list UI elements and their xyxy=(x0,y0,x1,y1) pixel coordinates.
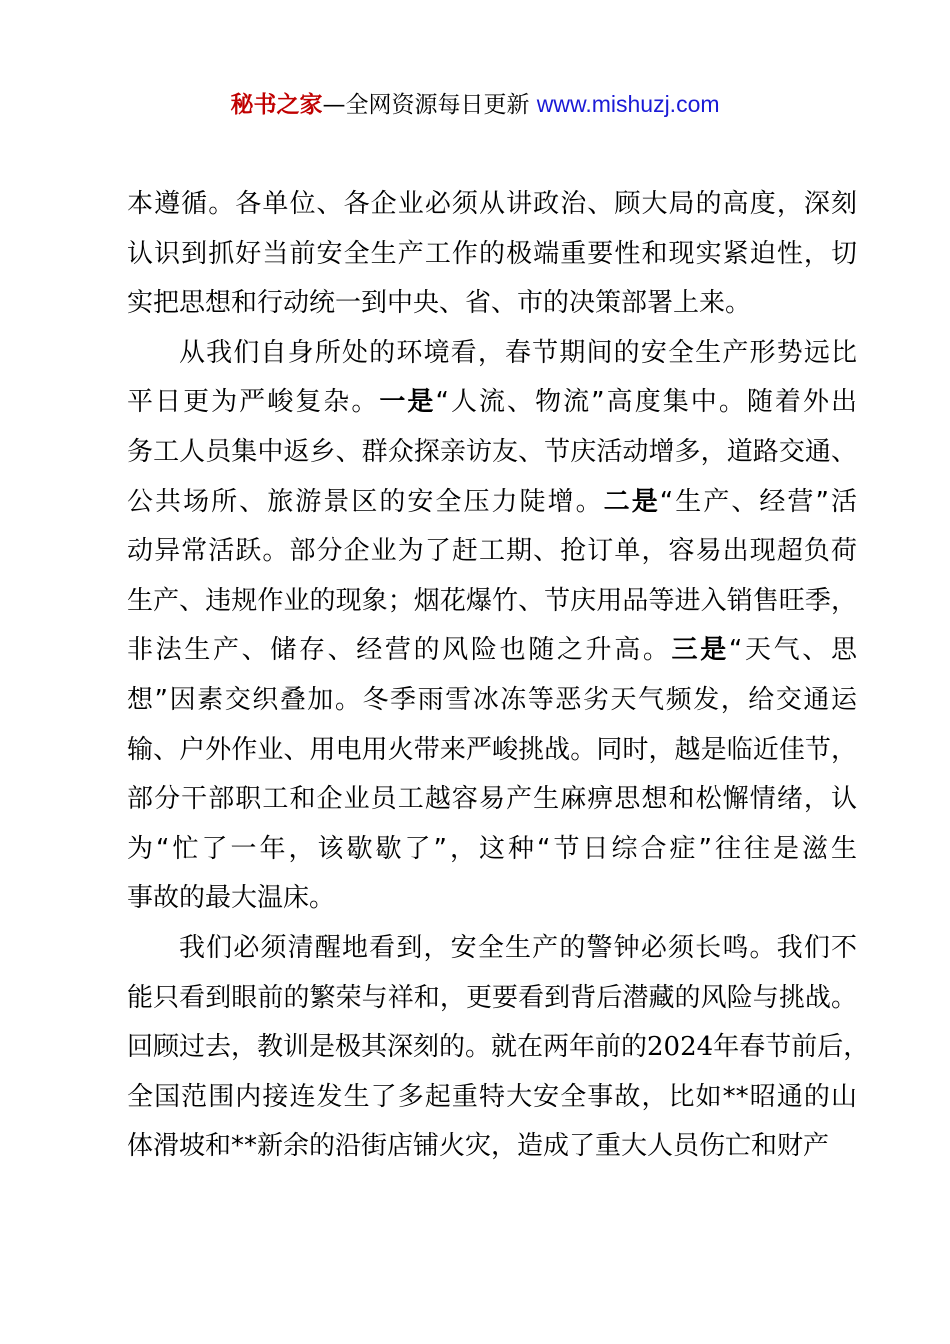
text-line xyxy=(127,626,857,676)
text-run: 动异常活跃。部分企业为了赶工期、抢订单，容易出现超负荷 xyxy=(127,536,857,567)
text-run: 年春节前后， xyxy=(713,1032,870,1063)
text-run: 从我们自身所处的环境看，春节期间的安全生产形势远比 xyxy=(179,337,857,368)
text-run: 我们必须清醒地看到，安全生产的警钟必须长鸣。我们不 xyxy=(179,932,857,963)
text-line xyxy=(127,527,857,577)
text-line xyxy=(127,230,857,280)
text-run: 实把思想和行动统一到中央、省、市的决策部署上来。 xyxy=(127,288,752,319)
text-run: 能只看到眼前的繁荣与祥和，更要看到背后潜藏的风险与挑战。 xyxy=(127,982,857,1013)
brand-name: 秘书之家 xyxy=(230,92,323,118)
text-run: 部分干部职工和企业员工越容易产生麻痹思想和松懈情绪，认 xyxy=(127,784,857,815)
text-line xyxy=(127,874,857,924)
text-run: 2024 xyxy=(647,1032,714,1063)
text-run: “天气、思 xyxy=(728,635,857,666)
text-line xyxy=(127,428,857,478)
header-tagline: —全网资源每日更新 xyxy=(322,92,530,118)
text-run: 为“忙了一年，该歇歇了”，这种“节日综合症”往往是滋生 xyxy=(127,833,857,864)
text-line xyxy=(127,1073,857,1123)
text-run: 务工人员集中返乡、群众探亲访友、节庆活动增多，道路交通、 xyxy=(127,436,857,467)
text-run: 非法生产、储存、经营的风险也随之升高。 xyxy=(127,635,672,666)
text-line xyxy=(127,577,857,627)
text-line xyxy=(127,1122,857,1172)
text-run: 事故的最大温床。 xyxy=(127,883,336,914)
paragraph xyxy=(127,329,857,924)
text-line xyxy=(127,1023,870,1073)
bold-label: 三是 xyxy=(671,635,729,666)
text-run: 全国范围内接连发生了多起重特大安全事故，比如**昭通的山 xyxy=(127,1081,857,1112)
text-line xyxy=(127,676,857,726)
text-line xyxy=(127,279,857,329)
paragraph xyxy=(127,924,870,1172)
text-run: 本遵循。各单位、各企业必须从讲政治、顾大局的高度，深刻 xyxy=(127,189,857,219)
text-run: 认识到抓好当前安全生产工作的极端重要性和现实紧迫性，切 xyxy=(127,238,857,269)
text-run: “生产、经营”活 xyxy=(659,486,857,517)
paragraph xyxy=(127,180,857,329)
bold-label: 一是 xyxy=(379,387,436,418)
text-run: 体滑坡和**新余的沿街店铺火灾，造成了重大人员伤亡和财产 xyxy=(127,1131,830,1162)
text-line xyxy=(127,378,857,428)
text-run: 输、户外作业、用电用火带来严峻挑战。同时，越是临近佳节， xyxy=(127,734,857,765)
text-line xyxy=(127,924,857,974)
text-run: “人流、物流”高度集中。随着外出 xyxy=(435,387,857,418)
document-body xyxy=(127,180,870,1172)
text-line xyxy=(127,974,857,1024)
text-run: 回顾过去，教训是极其深刻的。就在两年前的 xyxy=(127,1032,648,1063)
text-line xyxy=(127,726,857,776)
text-line xyxy=(127,775,857,825)
text-line xyxy=(127,478,857,528)
text-run: 想”因素交织叠加。冬季雨雪冰冻等恶劣天气频发，给交通运 xyxy=(127,684,857,715)
text-run: 公共场所、旅游景区的安全压力陡增。 xyxy=(127,486,604,517)
text-line xyxy=(127,329,857,379)
text-line xyxy=(127,180,857,230)
site-url-link[interactable]: www.mishuzj.com xyxy=(536,91,720,117)
text-line xyxy=(127,825,857,875)
page-header xyxy=(0,86,950,123)
bold-label: 二是 xyxy=(603,486,660,517)
text-run: 平日更为严峻复杂。 xyxy=(127,387,380,418)
text-run: 生产、违规作业的现象；烟花爆竹、节庆用品等进入销售旺季， xyxy=(127,585,857,616)
